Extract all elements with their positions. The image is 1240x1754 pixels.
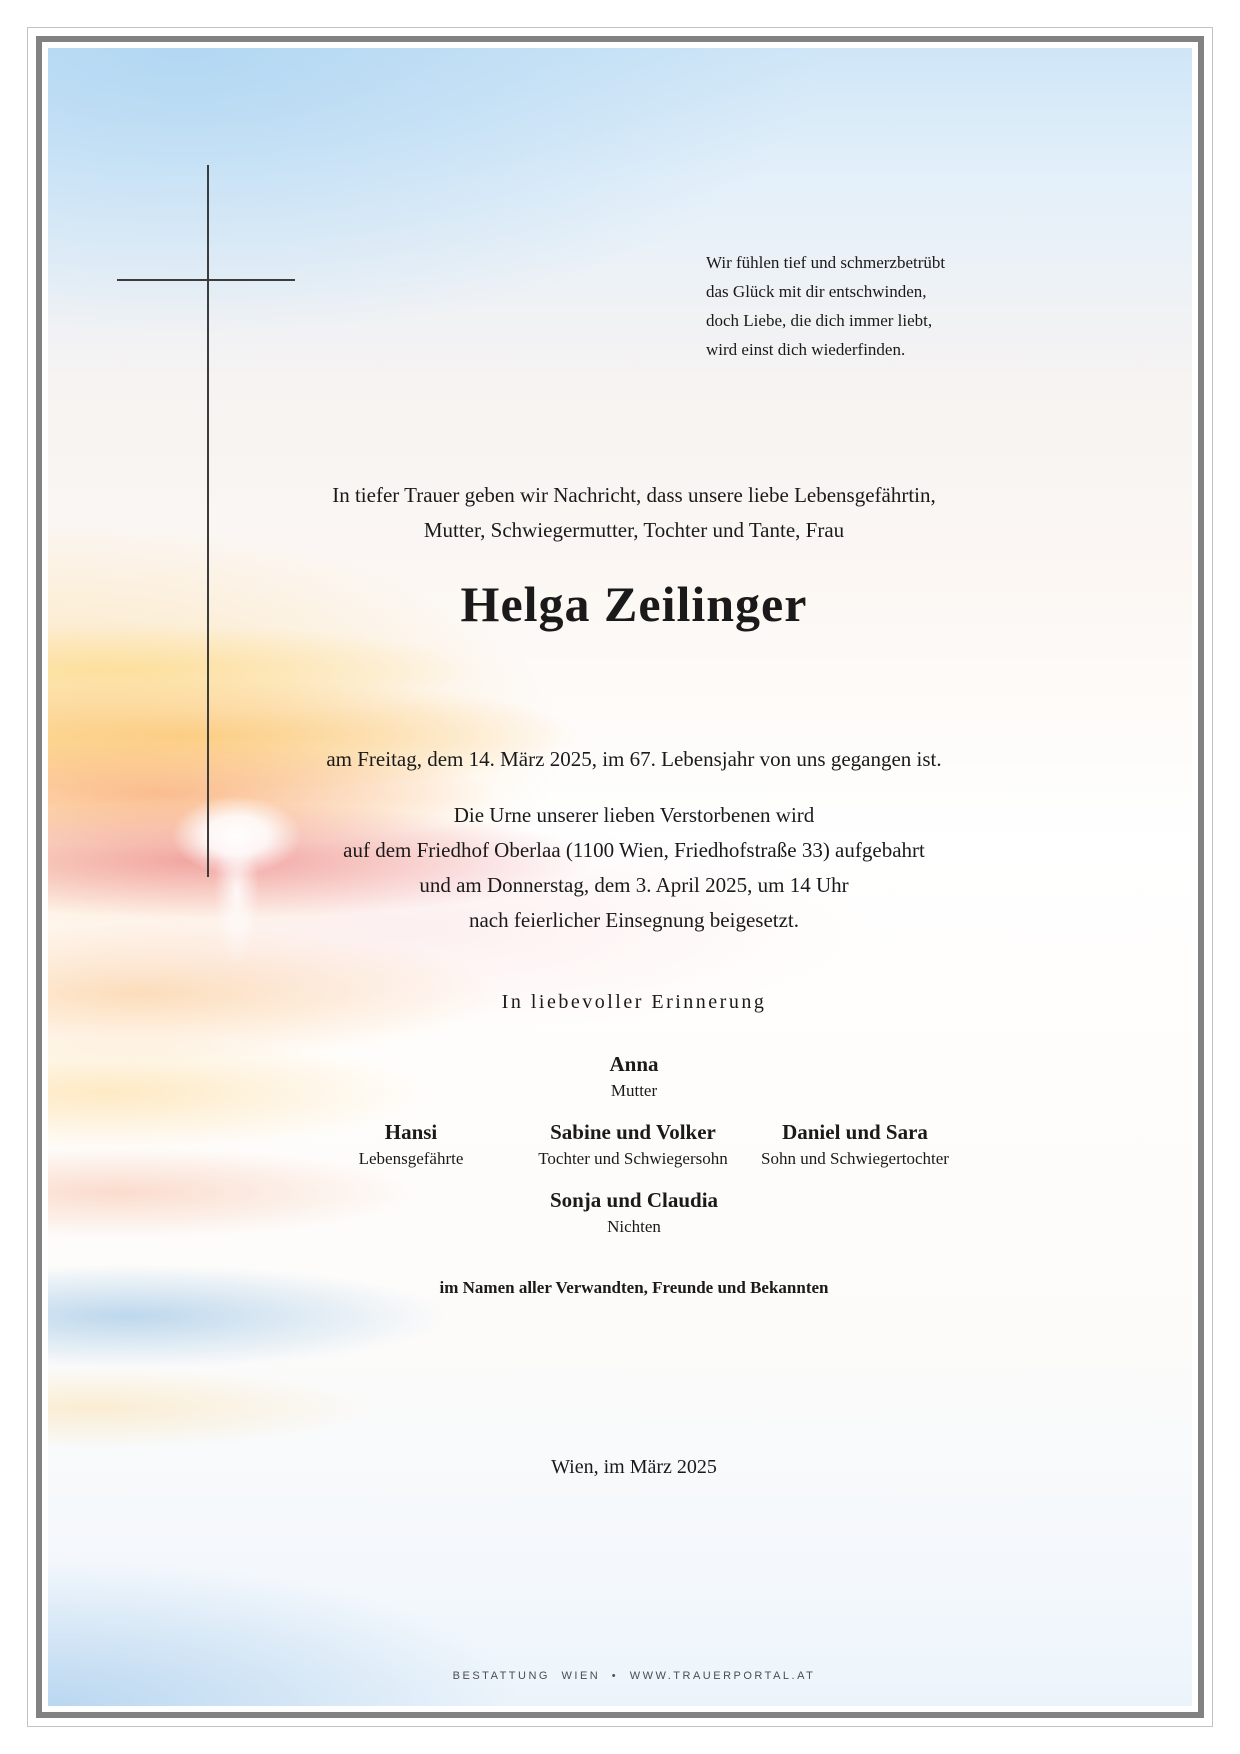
poem-line: das Glück mit dir entschwinden,: [706, 282, 927, 301]
cross-horizontal-bar: [117, 279, 295, 281]
mourner-daniel-sara: [695, 1118, 1015, 1171]
poem-line: doch Liebe, die dich immer liebt,: [706, 311, 933, 330]
mourner-name: Daniel und Sara: [782, 1120, 928, 1144]
closing-line: im Namen aller Verwandten, Freunde und Bekannten: [439, 1278, 829, 1297]
intro-line: Mutter, Schwiegermutter, Tochter und Tante, Frau: [423, 518, 845, 542]
mourner-relation: Nichten: [607, 1217, 661, 1236]
mourner-name: Sabine und Volker: [550, 1120, 716, 1144]
memorial-poem: [706, 248, 1016, 364]
mourner-relation: Tochter und Schwiegersohn: [538, 1149, 728, 1168]
footer-credit: BESTATTUNG WIEN • WWW.TRAUERPORTAL.AT: [452, 1670, 816, 1682]
sunset-background-photo: [48, 48, 1192, 1706]
mourner-name: Sonja und Claudia: [549, 1188, 719, 1212]
mourner-sonja-claudia: [76, 1186, 1192, 1239]
funeral-details-line: Die Urne unserer lieben Verstorbenen wird: [453, 803, 815, 827]
announcement-intro: [76, 478, 1192, 548]
mourner-relation: Lebensgefährte: [358, 1149, 464, 1168]
poem-line: wird einst dich wiederfinden.: [706, 340, 906, 359]
mourner-name: Anna: [609, 1052, 659, 1076]
deceased-name: Helga Zeilinger: [460, 576, 808, 632]
place-and-date: Wien, im März 2025: [551, 1456, 717, 1478]
funeral-details-line: nach feierlicher Einsegnung beigesetzt.: [468, 908, 800, 932]
mourner-relation: Sohn und Schwiegertochter: [761, 1149, 949, 1168]
mourner-relation: Mutter: [610, 1081, 658, 1100]
poem-line: Wir fühlen tief und schmerzbetrübt: [706, 253, 946, 272]
intro-line: In tiefer Trauer geben wir Nachricht, dass unsere liebe Lebensgefährtin,: [332, 483, 936, 507]
mourner-name: Hansi: [384, 1120, 438, 1144]
death-date-line: am Freitag, dem 14. März 2025, im 67. Lebensjahr von uns gegangen ist.: [326, 747, 942, 771]
funeral-details: [76, 798, 1192, 938]
funeral-details-line: auf dem Friedhof Oberlaa (1100 Wien, Friedhofstraße 33) aufgebahrt: [343, 838, 925, 862]
funeral-details-line: und am Donnerstag, dem 3. April 2025, um 14 Uhr: [419, 873, 849, 897]
remembrance-heading: In liebevoller Erinnerung: [501, 991, 767, 1013]
mourner-anna: [76, 1050, 1192, 1103]
